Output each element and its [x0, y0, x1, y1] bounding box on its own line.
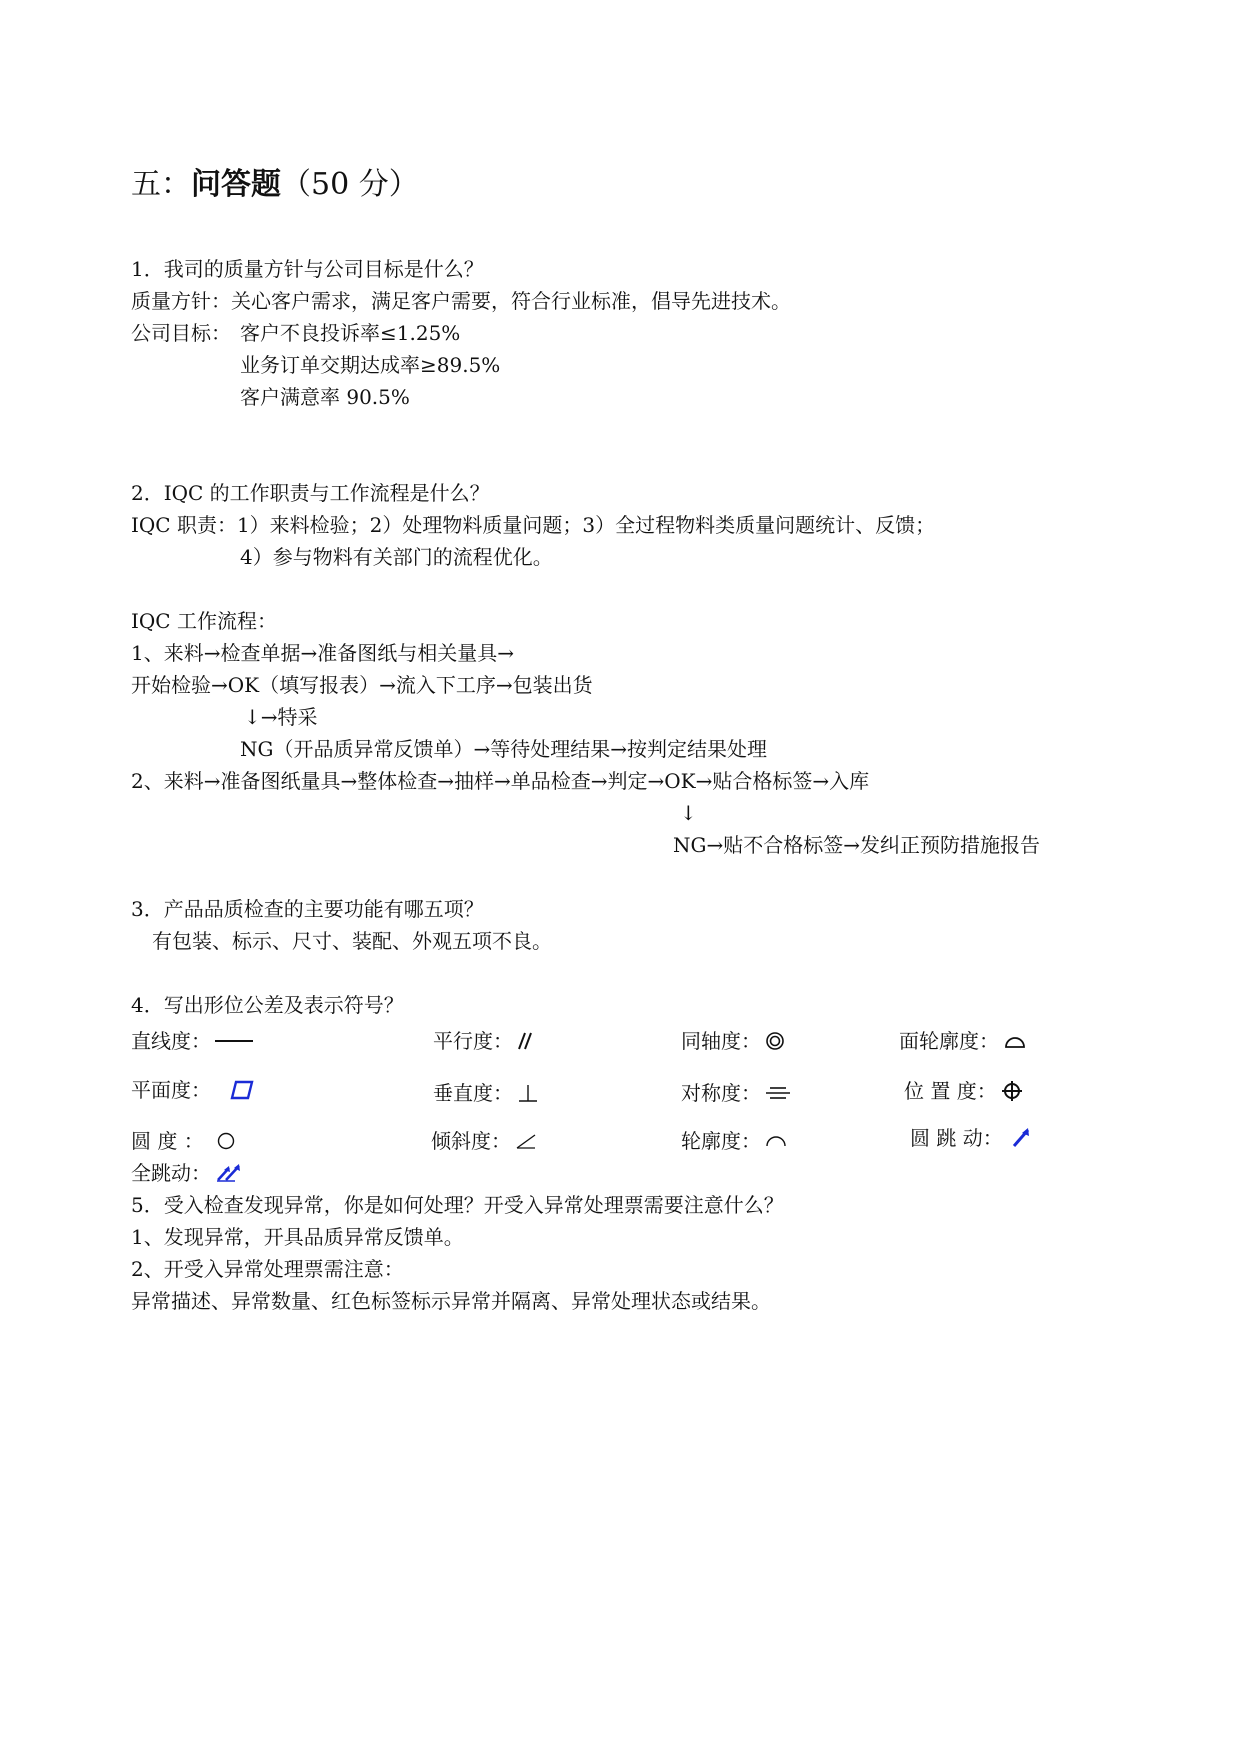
q2-flow-2c: NG→贴不合格标签→发纠正预防措施报告: [673, 833, 1040, 857]
tol-symmetry: [681, 1080, 791, 1106]
tol-total-runout: [131, 1160, 243, 1186]
total-runout-icon: [215, 1163, 243, 1183]
section-score: （50 分）: [281, 167, 419, 202]
tol-label: 圆 跳 动：: [910, 1126, 1003, 1150]
tol-label: 全跳动：: [131, 1161, 211, 1185]
parallelism-icon: [517, 1031, 533, 1051]
q1-goal-2: 业务订单交期达成率≥89.5%: [240, 353, 501, 377]
tol-position: [904, 1078, 1023, 1104]
tol-label: 垂直度：: [433, 1081, 513, 1105]
tol-label: 平行度：: [433, 1029, 513, 1053]
q3-question: 3．产品品质检查的主要功能有哪五项？: [131, 897, 484, 921]
symmetry-icon: [765, 1085, 791, 1101]
tol-label: 轮廓度：: [681, 1129, 761, 1153]
q4-question: 4．写出形位公差及表示符号？: [131, 993, 404, 1017]
straightness-icon: [215, 1034, 255, 1048]
concentricity-icon: [765, 1031, 785, 1051]
tol-label: 位 置 度：: [904, 1079, 997, 1103]
q5-question: 5．受入检查发现异常，你是如何处理？开受入异常处理票需要注意什么？: [131, 1193, 784, 1217]
q1-goal-1: 客户不良投诉率≤1.25%: [240, 321, 461, 345]
tol-label: 直线度：: [131, 1029, 211, 1053]
q2-flow-1d: NG（开品质异常反馈单）→等待处理结果→按判定结果处理: [240, 737, 767, 761]
section-heading: 问答题: [191, 167, 281, 202]
flatness-icon: [229, 1079, 255, 1101]
q2-question: 2．IQC 的工作职责与工作流程是什么？: [131, 481, 490, 505]
angularity-icon: [515, 1132, 537, 1150]
tol-flatness: [131, 1077, 255, 1103]
q2-flow-2b: ↓: [680, 801, 697, 825]
perpendicularity-icon: [517, 1083, 539, 1103]
circularity-icon: [216, 1131, 236, 1151]
tol-circular-runout: [910, 1125, 1031, 1151]
tol-parallelism: [433, 1028, 533, 1054]
q2-flow-1b: 开始检验→OK（填写报表）→流入下工序→包装出货: [131, 673, 593, 697]
tol-surface-profile: [899, 1028, 1027, 1054]
q1-goal-label: 公司目标：: [131, 321, 231, 345]
tol-perpendicularity: [433, 1080, 539, 1106]
tol-label: 同轴度：: [681, 1029, 761, 1053]
tol-circularity: [131, 1128, 236, 1154]
q1-goal-3: 客户满意率 90.5%: [240, 385, 410, 409]
q5-line-1: 1、发现异常，开具品质异常反馈单。: [131, 1225, 464, 1249]
surface-profile-icon: [1003, 1032, 1027, 1050]
tol-concentricity: [681, 1028, 785, 1054]
q2-flow-title: IQC 工作流程：: [131, 609, 277, 633]
q1-policy: 质量方针：关心客户需求，满足客户需要，符合行业标准，倡导先进技术。: [131, 289, 791, 313]
tol-label: 圆 度 ：: [131, 1129, 204, 1153]
q2-flow-1c: ↓→特采: [244, 705, 318, 729]
circular-runout-icon: [1011, 1127, 1031, 1149]
q1-question: 1．我司的质量方针与公司目标是什么？: [131, 257, 484, 281]
tol-label: 对称度：: [681, 1081, 761, 1105]
tol-label: 平面度：: [131, 1078, 211, 1102]
tol-label: 倾斜度：: [431, 1129, 511, 1153]
q2-duties-2: 4）参与物料有关部门的流程优化。: [240, 545, 553, 569]
tol-angularity: [431, 1128, 537, 1154]
q3-answer: 有包装、标示、尺寸、装配、外观五项不良。: [152, 929, 552, 953]
q5-line-2: 2、开受入异常处理票需注意：: [131, 1257, 404, 1281]
q2-flow-1a: 1、来料→检查单据→准备图纸与相关量具→: [131, 641, 514, 665]
section-title: [131, 166, 419, 204]
line-profile-icon: [765, 1133, 787, 1149]
q2-duties-1: IQC 职责：1）来料检验；2）处理物料质量问题；3）全过程物料类质量问题统计、反馈；: [131, 513, 936, 537]
tol-line-profile: [681, 1128, 787, 1154]
q5-line-3: 异常描述、异常数量、红色标签标示异常并隔离、异常处理状态或结果。: [131, 1289, 771, 1313]
position-icon: [1001, 1080, 1023, 1102]
q2-flow-2a: 2、来料→准备图纸量具→整体检查→抽样→单品检查→判定→OK→贴合格标签→入库: [131, 769, 870, 793]
tol-straightness: [131, 1028, 255, 1054]
section-prefix: 五：: [131, 167, 191, 202]
tol-label: 面轮廓度：: [899, 1029, 999, 1053]
